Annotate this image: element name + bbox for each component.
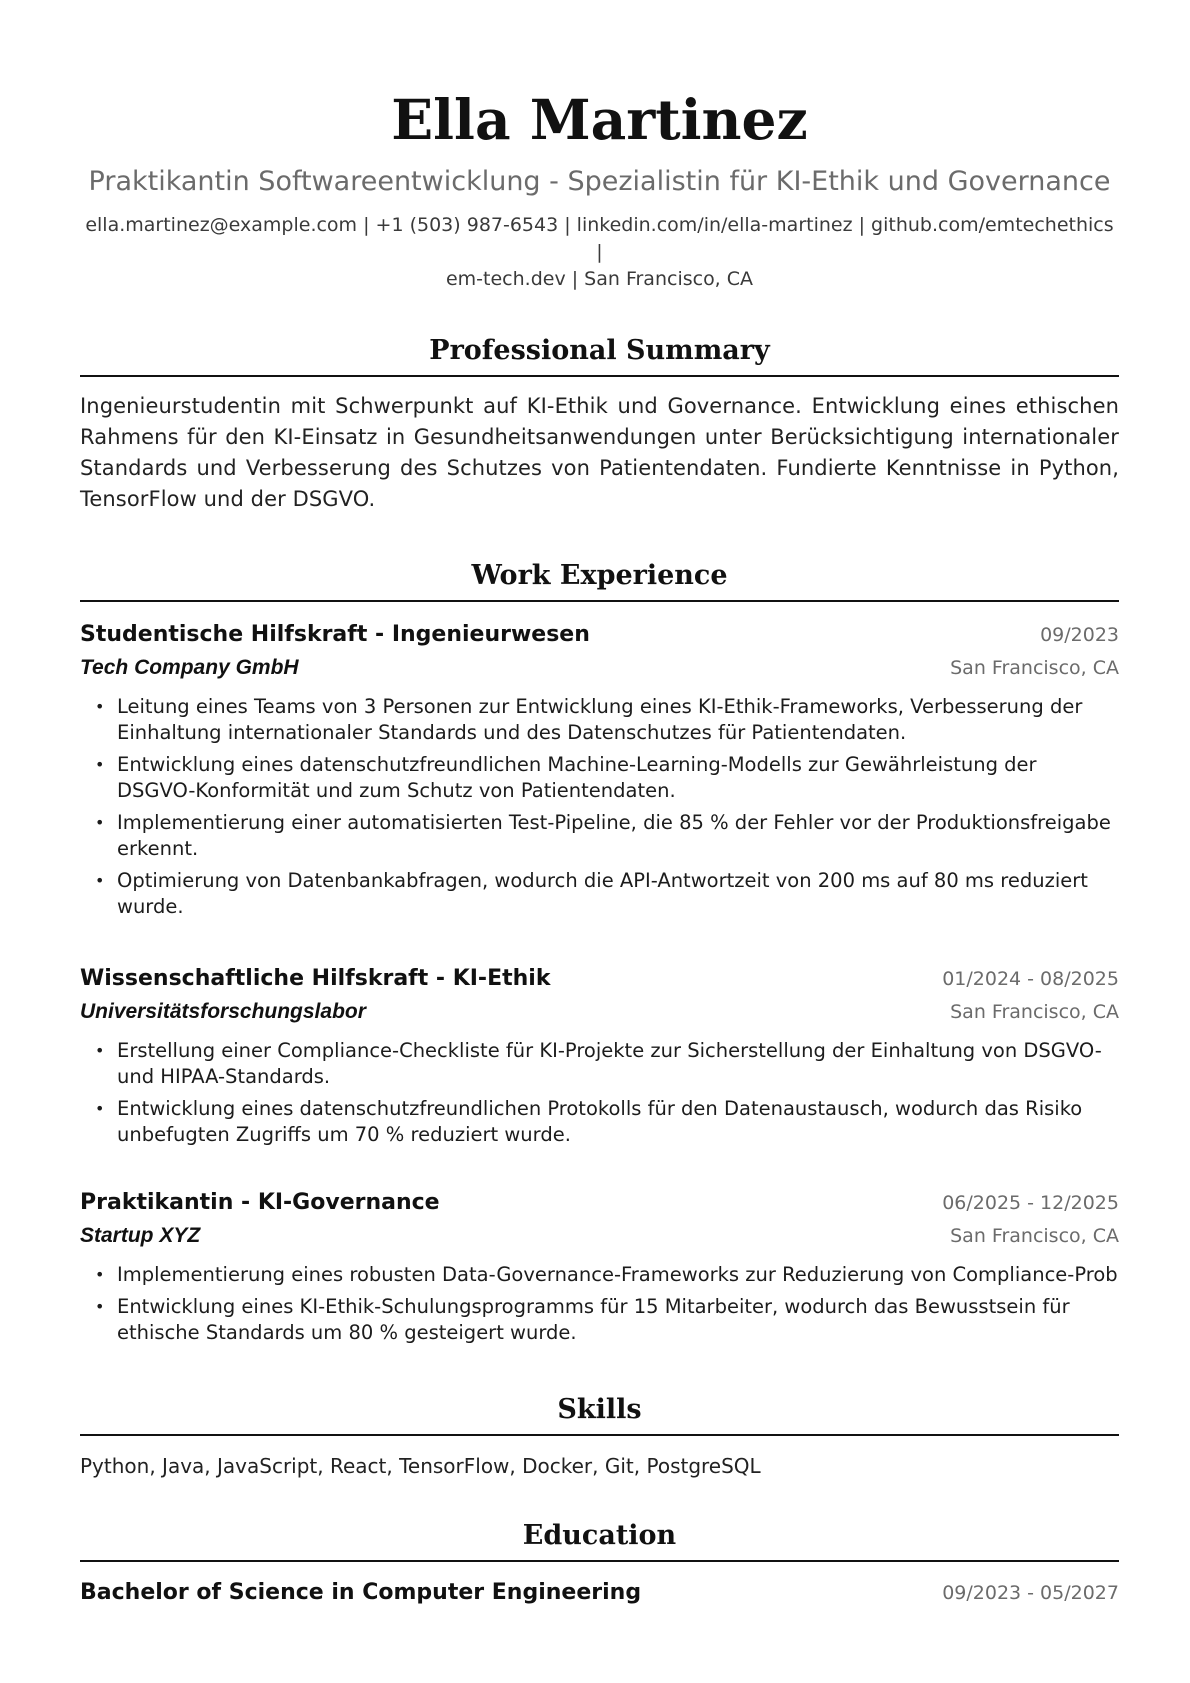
bullet-item: • Leitung eines Teams von 3 Personen zur Entwicklung eines KI-Ethik-Frameworks, Verbesserung der Einhaltung internationaler Standards und des Datenschutzes für Patientendaten. — [117, 694, 1119, 746]
bullet-item: • Entwicklung eines datenschutzfreundlichen Machine-Learning-Modells zur Gewährleistung der DSGVO-Konformität und zum Schutz von Patientendaten. — [117, 752, 1119, 804]
bullet-item: • Entwicklung eines KI-Ethik-Schulungsprogramms für 15 Mitarbeiter, wodurch das Bewusstsein für ethische Standards um 80 % gesteigert wurde. — [117, 1294, 1119, 1346]
job-entry — [80, 620, 1119, 920]
job-location: San Francisco, CA — [950, 1225, 1119, 1247]
job-entry — [80, 964, 1119, 1148]
education-date: 09/2023 - 05/2027 — [942, 1582, 1119, 1604]
contact-line-1: ella.martinez@example.com | +1 (503) 987-6543 | linkedin.com/in/ella-martinez | github.com/emtechethics | — [85, 214, 1114, 263]
job-entry — [80, 1188, 1119, 1346]
education-section-title: Education — [80, 1518, 1119, 1562]
bullet-item: • Erstellung einer Compliance-Checkliste für KI-Projekte zur Sicherstellung der Einhaltung von DSGVO- und HIPAA-Standards. — [117, 1038, 1119, 1090]
bullet-item: • Optimierung von Datenbankabfragen, wodurch die API-Antwortzeit von 200 ms auf 80 ms reduziert wurde. — [117, 868, 1119, 920]
degree-title: Bachelor of Science in Computer Engineering — [80, 1580, 642, 1605]
education-entry — [80, 1578, 1119, 1608]
company-name: Tech Company GmbH — [80, 656, 299, 679]
job-title: Studentische Hilfskraft - Ingenieurwesen — [80, 622, 590, 647]
bullet-item: • Implementierung einer automatisierten Test-Pipeline, die 85 % der Fehler vor der Produktionsfreigabe erkennt. — [117, 810, 1119, 862]
company-name: Universitätsforschungslabor — [80, 1000, 366, 1023]
job-bullets — [80, 694, 1119, 920]
bullet-item: • Implementierung eines robusten Data-Governance-Frameworks zur Reduzierung von Compliance-Prob — [117, 1262, 1119, 1288]
work-section-title: Work Experience — [80, 558, 1119, 602]
skills-list: Python, Java, JavaScript, React, TensorFlow, Docker, Git, PostgreSQL — [80, 1454, 761, 1478]
skills-section-title: Skills — [80, 1392, 1119, 1436]
job-bullets — [80, 1262, 1119, 1346]
job-date: 06/2025 - 12/2025 — [942, 1192, 1119, 1214]
resume-page — [80, 0, 1119, 1608]
job-date: 09/2023 — [1040, 624, 1119, 646]
job-location: San Francisco, CA — [950, 1001, 1119, 1023]
job-date: 01/2024 - 08/2025 — [942, 968, 1119, 990]
summary-text: Ingenieurstudentin mit Schwerpunkt auf KI-Ethik und Governance. Entwicklung eines ethischen Rahmens für den KI-Einsatz in Gesundheitsanwendungen unter Berücksichtigung internationaler Standards und Verbesserung des Schutzes von Patientendaten. Fundierte Kenntnisse in Python, TensorFlow und der DSGVO. — [80, 394, 1119, 511]
contact-info — [80, 212, 1119, 293]
job-bullets — [80, 1038, 1119, 1148]
contact-line-2: em-tech.dev | San Francisco, CA — [445, 268, 754, 290]
job-location: San Francisco, CA — [950, 657, 1119, 679]
job-title: Wissenschaftliche Hilfskraft - KI-Ethik — [80, 966, 551, 991]
bullet-item: • Entwicklung eines datenschutzfreundlichen Protokolls für den Datenaustausch, wodurch das Risiko unbefugten Zugriffs um 70 % reduziert wurde. — [117, 1096, 1119, 1148]
job-title: Praktikantin - KI-Governance — [80, 1190, 440, 1215]
candidate-name: Ella Martinez — [391, 87, 808, 152]
headline: Praktikantin Softwareentwicklung - Spezialistin für KI-Ethik und Governance — [88, 166, 1111, 197]
company-name: Startup XYZ — [80, 1224, 201, 1247]
summary-section-title: Professional Summary — [80, 333, 1119, 377]
